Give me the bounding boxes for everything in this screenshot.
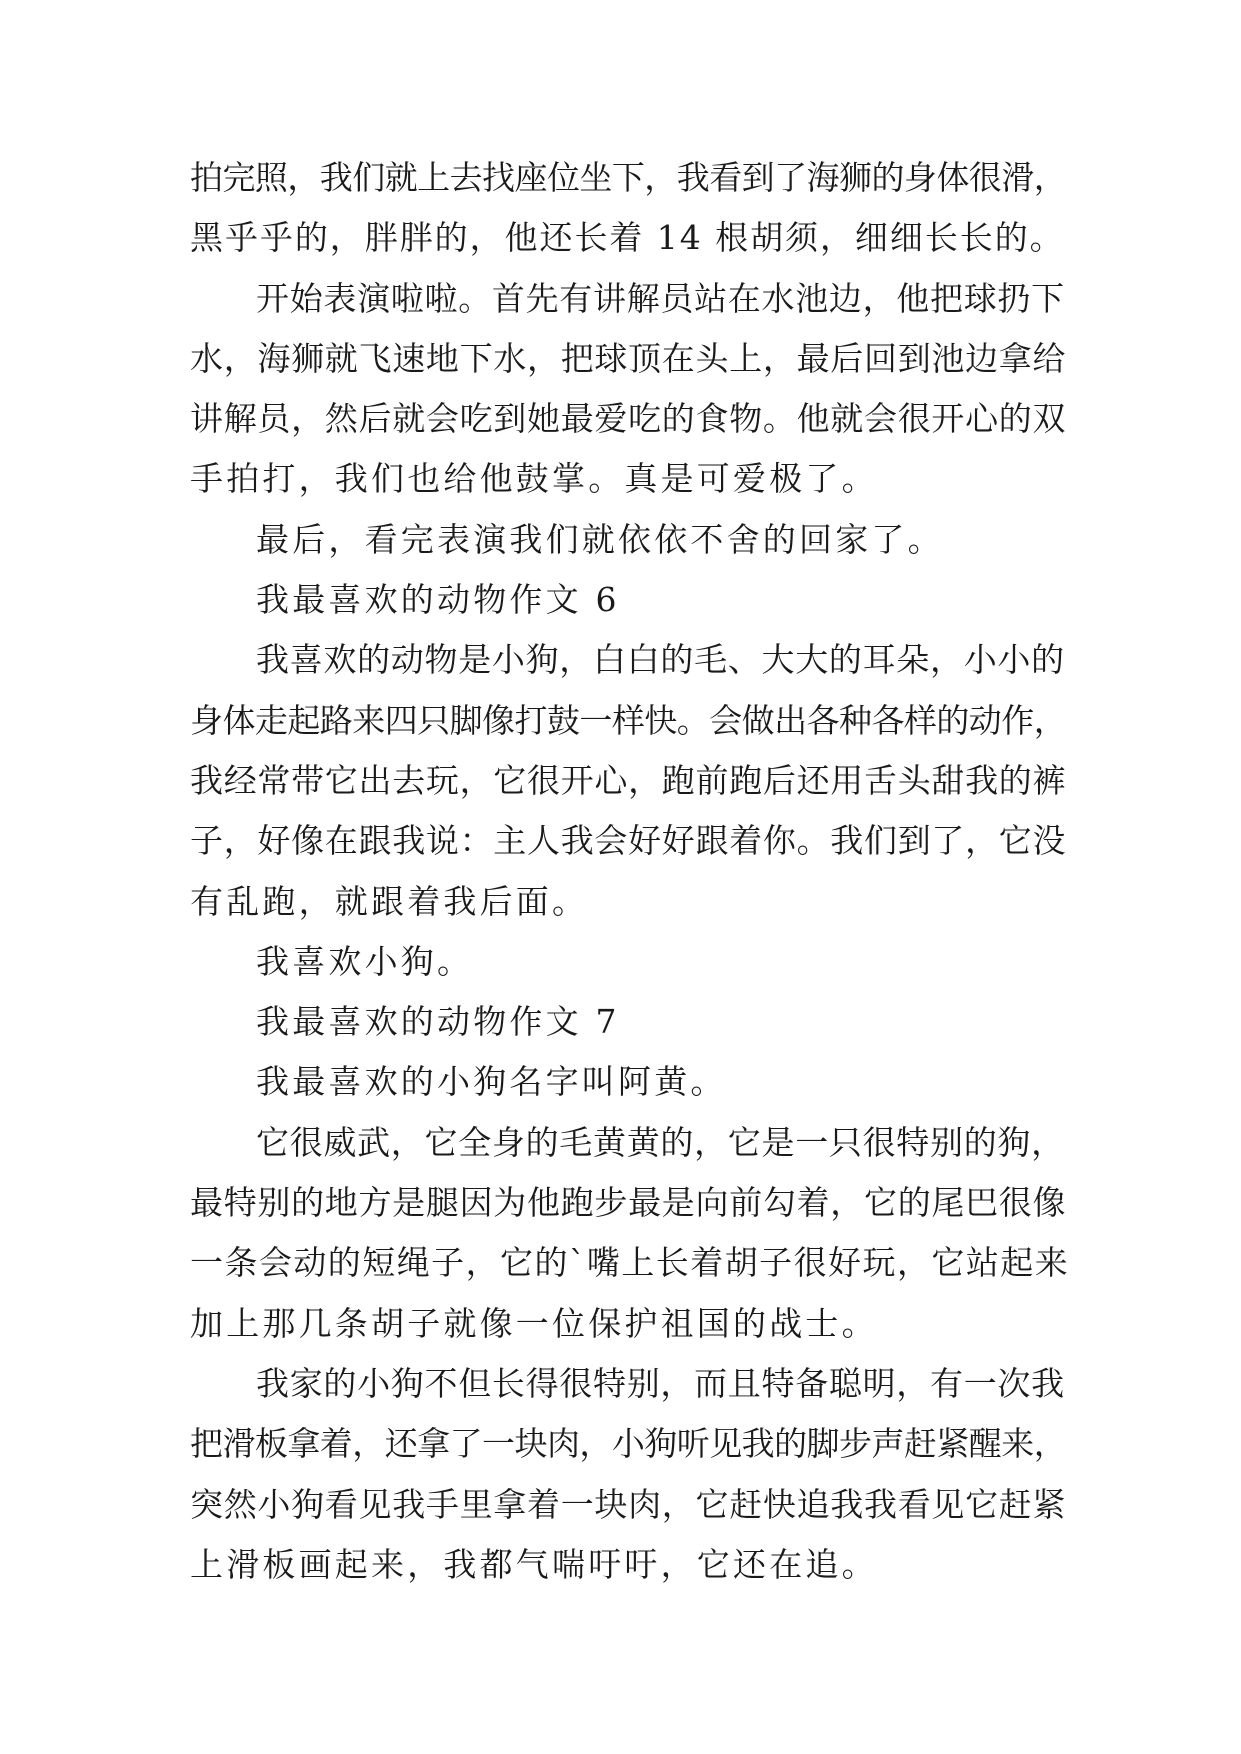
section-heading: 我最喜欢的动物作文 7	[256, 1002, 620, 1042]
text-line: 手拍打，我们也给他鼓掌。真是可爱极了。	[190, 459, 878, 499]
text-line: 我最喜欢的小狗名字叫阿黄。	[256, 1062, 727, 1102]
text-line: 我喜欢的动物是小狗，白白的毛、大大的耳朵，小小的	[256, 640, 1065, 680]
text-line: 突然小狗看见我手里拿着一块肉，它赶快追我我看见它赶紧	[190, 1484, 1067, 1524]
text-line: 加上那几条胡子就像一位保护祖国的战士。	[190, 1303, 878, 1343]
text-line: 水，海狮就飞速地下水，把球顶在头上，最后回到池边拿给	[190, 338, 1067, 378]
text-line: 它很威武，它全身的毛黄黄的，它是一只很特别的狗，	[256, 1122, 1065, 1162]
text-line: 一条会动的短绳子，它的`嘴上长着胡子很好玩，它站起来	[190, 1243, 1070, 1283]
text-line: 子，好像在跟我说：主人我会好好跟着你。我们到了，它没	[190, 821, 1067, 861]
text-line: 上滑板画起来，我都气喘吁吁，它还在追。	[190, 1544, 878, 1584]
text-line: 有乱跑，就跟着我后面。	[190, 881, 589, 921]
section-heading: 我最喜欢的动物作文 6	[256, 580, 620, 620]
text-line: 最后，看完表演我们就依依不舍的回家了。	[256, 519, 944, 559]
text-line: 拍完照，我们就上去找座位坐下，我看到了海狮的身体很滑，	[190, 158, 1067, 197]
text-line: 我家的小狗不但长得很特别，而且特备聪明，有一次我	[256, 1363, 1065, 1403]
text-line: 我喜欢小狗。	[256, 941, 474, 981]
text-line: 开始表演啦啦。首先有讲解员站在水池边，他把球扔下	[256, 278, 1065, 318]
text-line: 把滑板拿着，还拿了一块肉，小狗听见我的脚步声赶紧醒来，	[190, 1424, 1067, 1464]
text-line: 最特别的地方是腿因为他跑步最是向前勾着，它的尾巴很像	[190, 1183, 1067, 1223]
text-line: 身体走起路来四只脚像打鼓一样快。会做出各种各样的动作，	[190, 700, 1067, 740]
text-line: 讲解员，然后就会吃到她最爱吃的食物。他就会很开心的双	[190, 399, 1067, 439]
text-line: 黑乎乎的，胖胖的，他还长着 14 根胡须，细细长长的。	[190, 218, 1065, 258]
text-line: 我经常带它出去玩，它很开心，跑前跑后还用舌头甜我的裤	[190, 760, 1067, 800]
document-body	[190, 148, 1070, 1595]
